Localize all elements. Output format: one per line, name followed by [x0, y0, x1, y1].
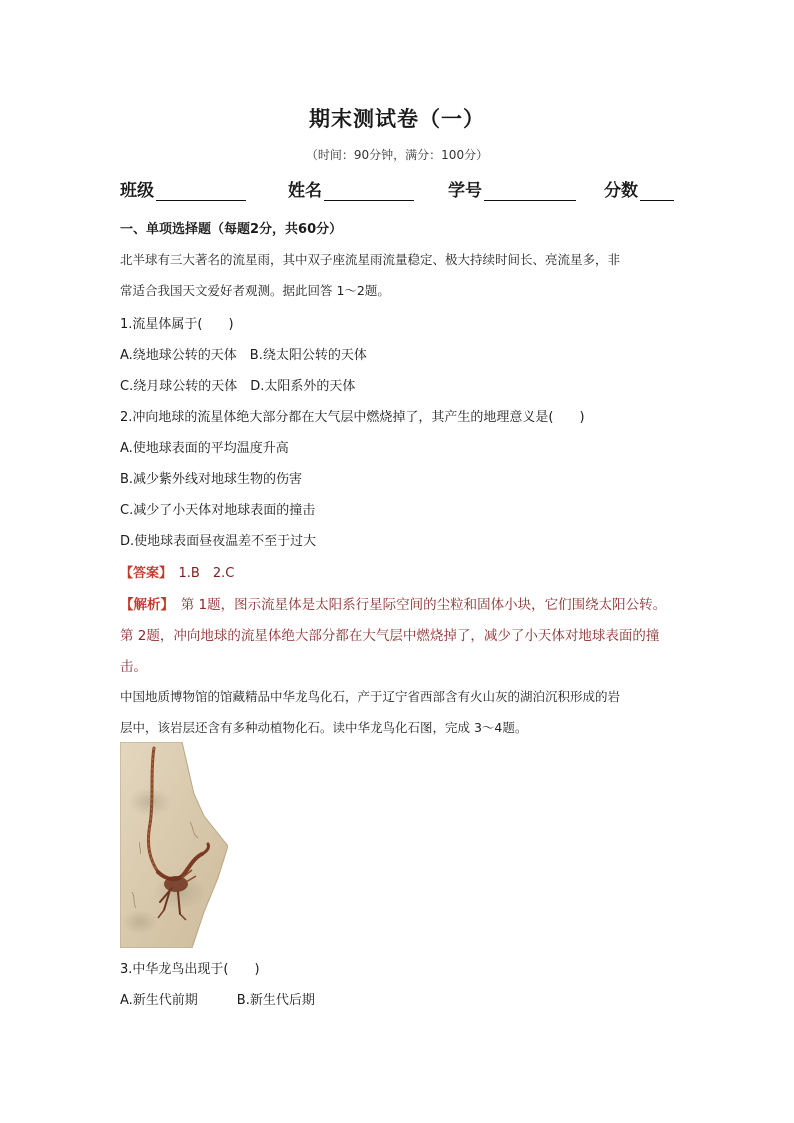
analysis-line — [120, 593, 666, 613]
answer-line — [120, 562, 234, 581]
question-options: C.绕月球公转的天体 D.太阳系外的天体 — [120, 379, 356, 394]
analysis-text: 第 1题，图示流星体是太阳系行星际空间的尘粒和固体小块，它们围绕太阳公转。 — [167, 597, 667, 613]
analysis-line: 第 2题，冲向地球的流星体绝大部分都在大气层中燃烧掉了，减少了小天体对地球表面的撞 — [120, 628, 660, 644]
question-options: A.新生代前期 B.新生代后期 — [120, 993, 315, 1008]
passage-line: 常适合我国天文爱好者观测。据此回答 1～2题。 — [120, 283, 390, 298]
score-field — [604, 176, 674, 201]
passage-line: 层中，该岩层还含有多种动植物化石。读中华龙鸟化石图，完成 3～4题。 — [120, 720, 528, 735]
student-id-label: 学号 — [448, 181, 482, 201]
student-id-blank[interactable] — [484, 182, 576, 201]
score-blank[interactable] — [640, 182, 674, 201]
question-stem: 2.冲向地球的流星体绝大部分都在大气层中燃烧掉了，其产生的地理意义是( ) — [120, 410, 585, 425]
page-title: 期末测试卷（一） — [309, 107, 485, 131]
question-options: A.绕地球公转的天体 B.绕太阳公转的天体 — [120, 348, 367, 363]
question-option: B.减少紫外线对地球生物的伤害 — [120, 472, 303, 487]
question-option: A.使地球表面的平均温度升高 — [120, 441, 289, 456]
question-option: D.使地球表面昼夜温差不至于过大 — [120, 534, 317, 549]
exam-duration-note: （时间：90分钟，满分：100分） — [305, 148, 489, 162]
answer-tag: 【答案】 — [120, 566, 166, 581]
class-blank[interactable] — [156, 182, 246, 201]
passage-line: 北半球有三大著名的流星雨，其中双子座流星雨流量稳定、极大持续时间长、亮流星多，非 — [120, 252, 621, 267]
question-stem: 1.流星体属于( ) — [120, 317, 234, 332]
analysis-tag: 【解析】 — [120, 597, 168, 613]
score-label: 分数 — [604, 181, 638, 201]
sinosauropteryx-fossil-image — [120, 742, 228, 948]
name-blank[interactable] — [324, 182, 414, 201]
student-id-field — [448, 176, 576, 201]
passage-line: 中国地质博物馆的馆藏精品中华龙鸟化石，产于辽宁省西部含有火山灰的湖泊沉积形成的岩 — [120, 689, 621, 704]
question-stem: 3.中华龙鸟出现于( ) — [120, 962, 260, 977]
section-heading: 一、单项选择题（每题2分，共60分） — [120, 222, 343, 237]
question-option: C.减少了小天体对地球表面的撞击 — [120, 503, 316, 518]
analysis-line: 击。 — [120, 659, 147, 675]
name-label: 姓名 — [288, 181, 322, 201]
name-field — [288, 176, 414, 201]
class-field — [120, 176, 246, 201]
answer-value: 1.B 2.C — [165, 566, 235, 581]
class-label: 班级 — [120, 181, 154, 201]
